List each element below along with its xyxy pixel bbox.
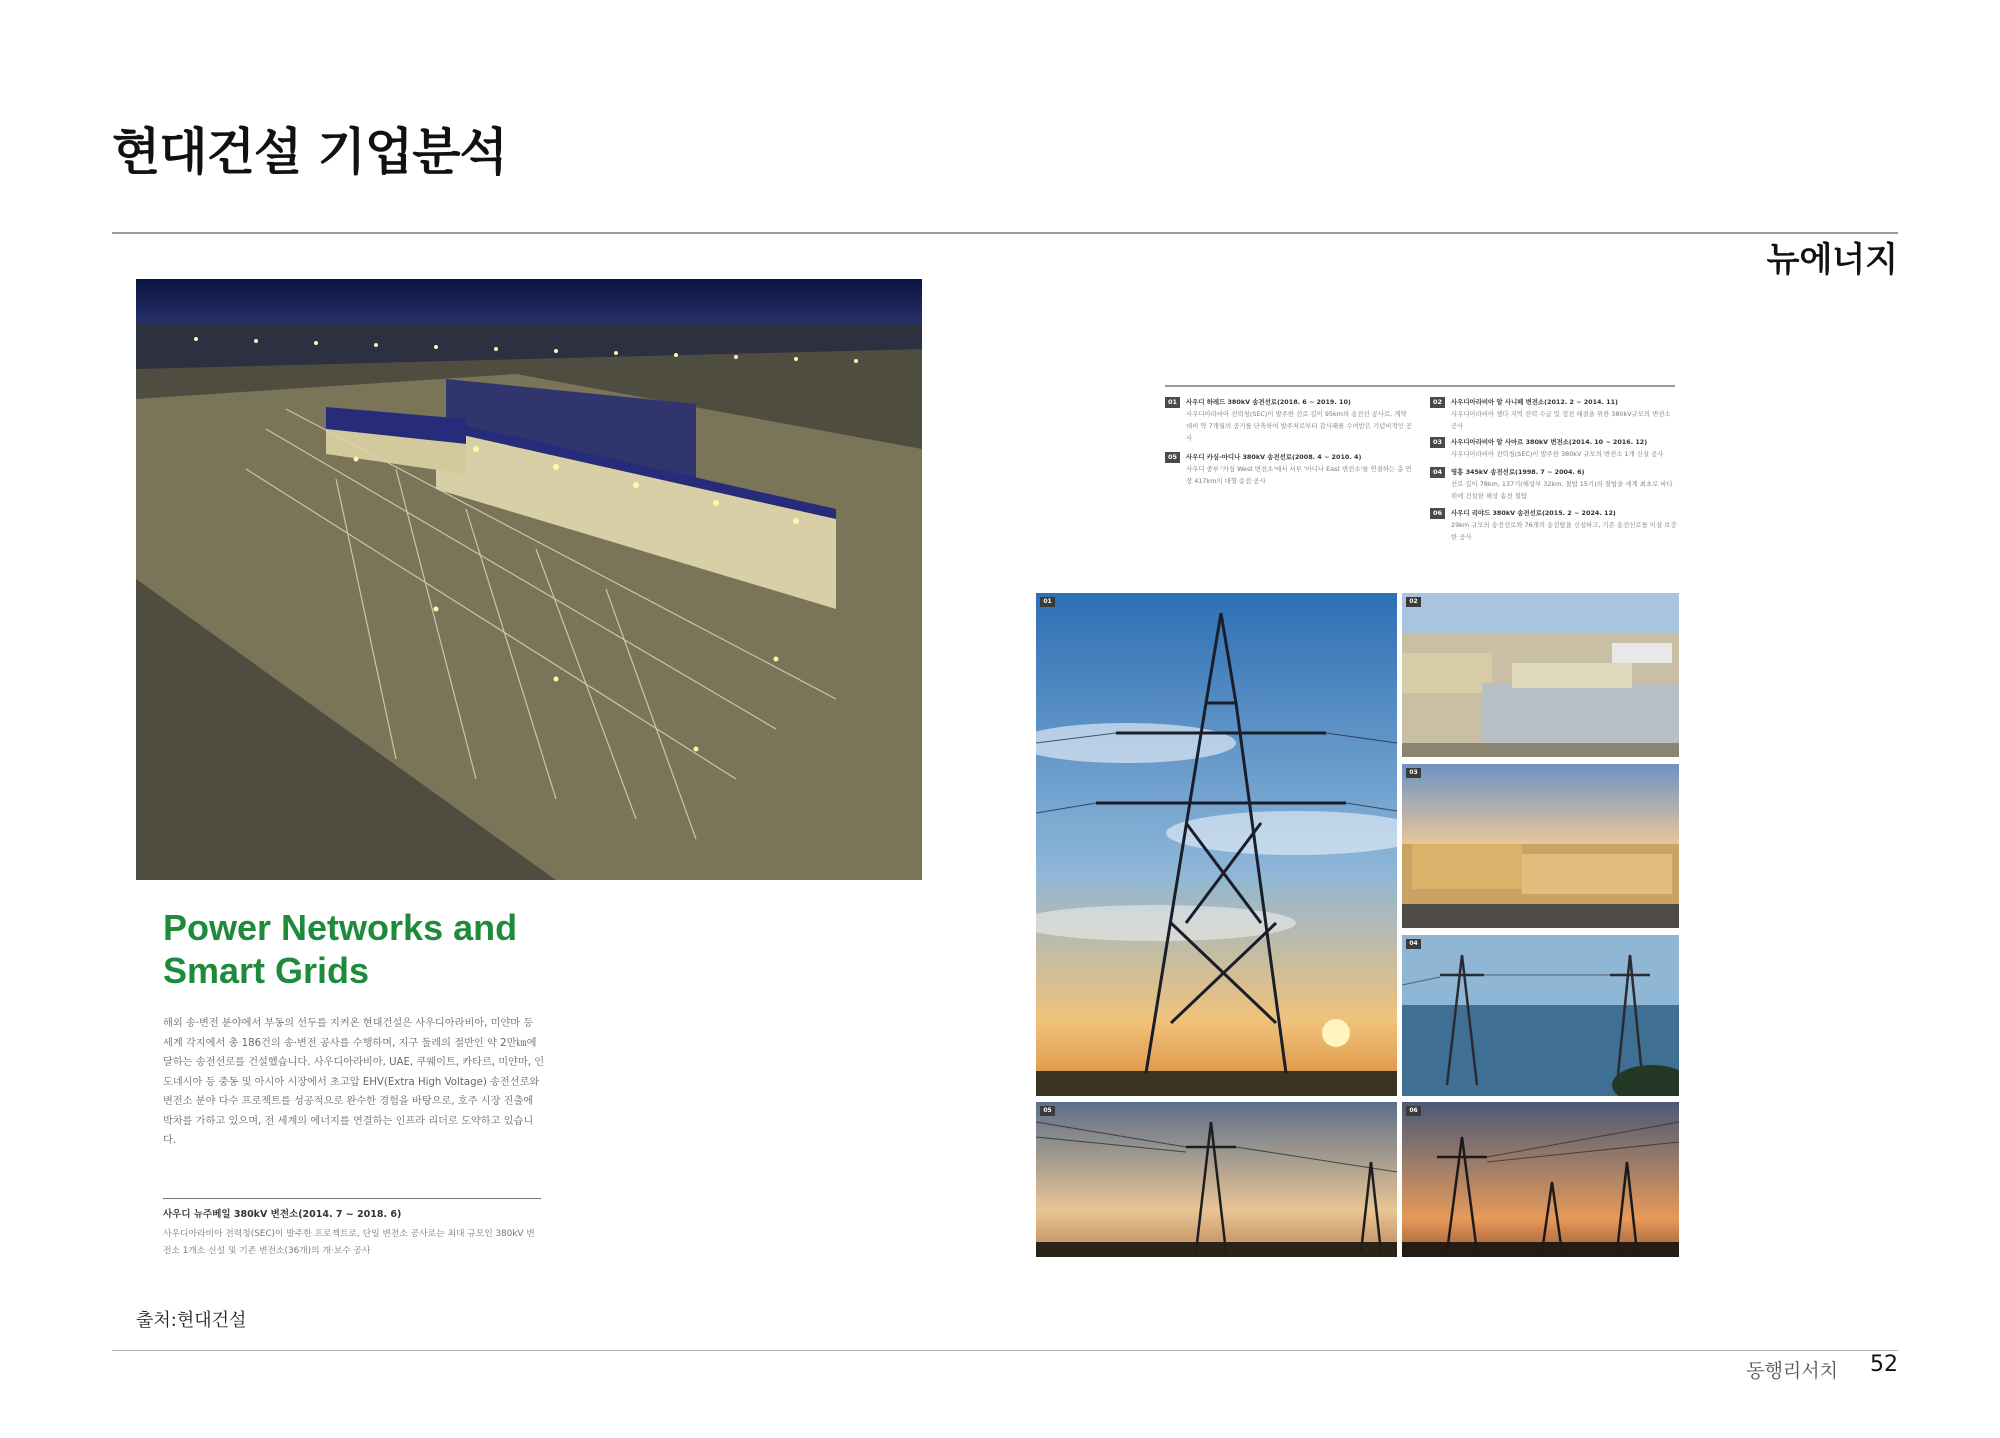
legend-number: 06 [1430, 508, 1445, 519]
footer-brand: 동행리서치 [1746, 1360, 1838, 1382]
photo-number-tag: 04 [1406, 939, 1421, 949]
transmission-tower-photo [1036, 593, 1397, 1096]
legend-desc: 사우디 중부 '카심 West 변전소'에서 서부 '마디나 East 변전소'를 연결하는 총 연장 417km의 대형 송전 공사 [1186, 465, 1412, 485]
legend-item [1165, 451, 1413, 487]
photo-caption-desc: 사우디아라비아 전력청(SEC)이 발주한 프로젝트로, 단일 변전소 공사로는 최대 규모인 380kV 변전소 1개소 신설 및 기존 변전소(36개)의 개·보수 공사 [163, 1229, 535, 1256]
legend-title: 사우디아라비아 알 사니페 변전소(2012. 2 ~ 2014. 11) [1451, 398, 1618, 406]
legend-title: 영흥 345kV 송전선로(1998. 7 ~ 2004. 6) [1451, 468, 1585, 476]
legend-item [1430, 396, 1678, 432]
legend-divider [1165, 385, 1675, 387]
bottom-divider [112, 1350, 1898, 1351]
caption-divider [163, 1198, 541, 1199]
legend-title: 사우디 리야드 380kV 송전선로(2015. 2 ~ 2024. 12) [1451, 509, 1616, 517]
section-label: 뉴에너지 [1766, 240, 1898, 280]
power-lines-sunset-photo [1036, 1102, 1397, 1257]
legend-number: 02 [1430, 397, 1445, 408]
heading-line-2: Smart Grids [163, 950, 370, 991]
photo-number-tag: 01 [1040, 597, 1055, 607]
legend-desc: 사우디아라비아 전력청(SEC)이 발주한 380kV 규모의 변전소 1개 신설 공사 [1451, 450, 1664, 458]
legend-item [1165, 396, 1413, 444]
legend-title: 사우디 카심-마디나 380kV 송전선로(2008. 4 ~ 2010. 4) [1186, 453, 1362, 461]
legend-desc: 사우디아라비아 전력청(SEC)이 발주한 선로 길이 95km의 송전선 공사로, 계약 대비 약 7개월의 공기를 단축하여 발주처로부터 감사패를 수여받은 기념비적인 공사 [1186, 410, 1413, 442]
page-title: 현대건설 기업분석 [112, 123, 507, 181]
substation-sunset-photo [1402, 764, 1679, 928]
photo-number-tag: 06 [1406, 1106, 1421, 1116]
legend-number: 04 [1430, 467, 1445, 478]
legend-desc: 선로 길이 78km, 137기(해상부 32km, 철탑 15기)의 철탑을 세계 최초로 바다 위에 건설한 해상 송전 철탑 [1451, 480, 1673, 500]
source-note: 출처:현대건설 [136, 1310, 247, 1331]
article-heading [163, 906, 517, 992]
photo-number-tag: 02 [1406, 597, 1421, 607]
article-body: 해외 송·변전 분야에서 부동의 선두를 지켜온 현대건설은 사우디아라비아, 미얀마 등 세계 각지에서 총 186건의 송·변전 공사를 수행하며, 지구 둘레의 절반인 약 2만㎞에 달하는 송전선로를 건설했습니다. 사우디아라비아, UAE, 쿠웨이트, 카타르, 미얀마, 인도네시아 등 중동 및 아시아 시장에서 초고압 EHV(Extra High Voltage) 송전선로와 변전소 분야 다수 프로젝트를 성공적으로 완수한 경험을 바탕으로, 호주 시장 진출에 박차를 가하고 있으며, 전 세계의 에너지를 연결하는 인프라 리더로 도약하고 있습니다. [163, 1018, 545, 1146]
substation-day-photo [1402, 593, 1679, 757]
legend-number: 01 [1165, 397, 1180, 408]
legend-item [1430, 466, 1678, 502]
legend-number: 05 [1165, 452, 1180, 463]
substation-night-photo [136, 279, 922, 880]
photo-caption-title: 사우디 뉴주베일 380kV 변전소(2014. 7 ~ 2018. 6) [163, 1209, 402, 1220]
photo-number-tag: 05 [1040, 1106, 1055, 1116]
legend-title: 사우디 하레드 380kV 송전선로(2018. 6 ~ 2019. 10) [1186, 398, 1351, 406]
towers-dusk-photo [1402, 1102, 1679, 1257]
legend-title: 사우디아라비아 알 사마르 380kV 변전소(2014. 10 ~ 2016. 12) [1451, 438, 1648, 446]
heading-line-1: Power Networks and [163, 907, 518, 948]
legend-desc: 사우디아라비아 쟁다 지역 전력 수급 및 정전 해결을 위한 380kV규모의 변전소 공사 [1451, 410, 1671, 430]
top-divider [112, 232, 1898, 234]
photo-number-tag: 03 [1406, 768, 1421, 778]
page-number: 52 [1870, 1352, 1898, 1377]
legend-item [1430, 507, 1678, 543]
offshore-tower-photo [1402, 935, 1679, 1096]
legend-number: 03 [1430, 437, 1445, 448]
legend-desc: 29km 규모의 송전선로와 76개의 송전탑을 신설하고, 기존 송전선로를 이설 보강한 공사 [1451, 521, 1677, 541]
legend-item [1430, 436, 1678, 460]
